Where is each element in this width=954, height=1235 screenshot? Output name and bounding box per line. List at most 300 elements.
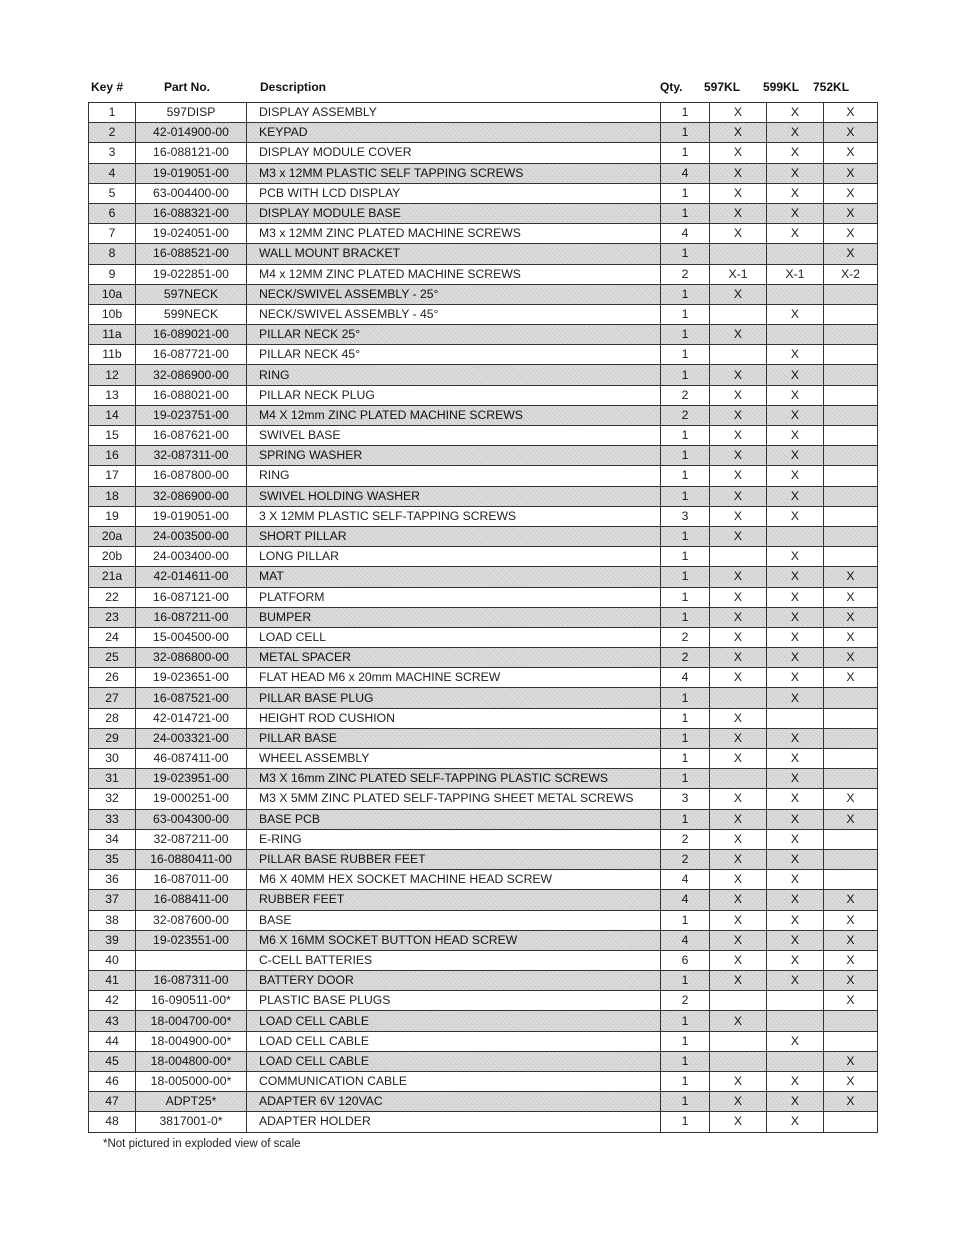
qty-cell: 2 — [661, 627, 710, 647]
description-cell: RING — [247, 365, 661, 385]
header-description: Description — [260, 80, 327, 94]
qty-cell: 1 — [661, 284, 710, 304]
description-cell: PCB WITH LCD DISPLAY — [247, 183, 661, 203]
model-599kl-cell: X — [767, 183, 824, 203]
model-752kl-cell — [824, 526, 878, 546]
part-number-cell: 32-086800-00 — [136, 648, 247, 668]
model-599kl-cell: X — [767, 950, 824, 970]
part-number-cell: 19-019051-00 — [136, 163, 247, 183]
key-cell: 11b — [89, 345, 136, 365]
description-cell: METAL SPACER — [247, 648, 661, 668]
model-599kl-cell: X — [767, 627, 824, 647]
key-cell: 1 — [89, 103, 136, 123]
model-752kl-cell: X — [824, 910, 878, 930]
model-752kl-cell: X — [824, 971, 878, 991]
model-599kl-cell: X — [767, 365, 824, 385]
qty-cell: 1 — [661, 607, 710, 627]
qty-cell: 4 — [661, 668, 710, 688]
part-number-cell: 16-087311-00 — [136, 971, 247, 991]
parts-table — [88, 102, 878, 1133]
model-599kl-cell: X — [767, 224, 824, 244]
table-row — [89, 930, 878, 950]
key-cell: 13 — [89, 385, 136, 405]
table-row — [89, 648, 878, 668]
key-cell: 33 — [89, 809, 136, 829]
key-cell: 26 — [89, 668, 136, 688]
model-597kl-cell: X — [710, 123, 767, 143]
model-752kl-cell — [824, 284, 878, 304]
model-752kl-cell — [824, 304, 878, 324]
description-cell: M3 X 5MM ZINC PLATED SELF-TAPPING SHEET METAL SCREWS — [247, 789, 661, 809]
model-752kl-cell: X — [824, 991, 878, 1011]
qty-cell: 1 — [661, 446, 710, 466]
qty-cell: 1 — [661, 103, 710, 123]
model-599kl-cell: X — [767, 910, 824, 930]
part-number-cell: 16-087721-00 — [136, 345, 247, 365]
qty-cell: 1 — [661, 567, 710, 587]
model-599kl-cell: X — [767, 728, 824, 748]
model-599kl-cell: X — [767, 849, 824, 869]
model-597kl-cell: X — [710, 446, 767, 466]
model-752kl-cell — [824, 325, 878, 345]
table-row — [89, 163, 878, 183]
qty-cell: 1 — [661, 123, 710, 143]
model-597kl-cell: X — [710, 749, 767, 769]
part-number-cell: 16-087211-00 — [136, 607, 247, 627]
key-cell: 24 — [89, 627, 136, 647]
description-cell: DISPLAY ASSEMBLY — [247, 103, 661, 123]
model-597kl-cell: X — [710, 426, 767, 446]
qty-cell: 1 — [661, 466, 710, 486]
key-cell: 29 — [89, 728, 136, 748]
qty-cell: 1 — [661, 587, 710, 607]
model-597kl-cell: X — [710, 870, 767, 890]
model-752kl-cell: X — [824, 627, 878, 647]
key-cell: 38 — [89, 910, 136, 930]
description-cell: LOAD CELL CABLE — [247, 1011, 661, 1031]
description-cell: LOAD CELL — [247, 627, 661, 647]
model-599kl-cell: X — [767, 1072, 824, 1092]
table-row — [89, 587, 878, 607]
part-number-cell: 3817001-0* — [136, 1112, 247, 1132]
table-row — [89, 668, 878, 688]
model-599kl-cell: X — [767, 446, 824, 466]
description-cell: 3 X 12MM PLASTIC SELF-TAPPING SCREWS — [247, 506, 661, 526]
model-599kl-cell — [767, 1051, 824, 1071]
footnote: *Not pictured in exploded view of scale — [103, 1138, 301, 1150]
model-599kl-cell: X — [767, 688, 824, 708]
qty-cell: 1 — [661, 143, 710, 163]
qty-cell: 1 — [661, 809, 710, 829]
model-752kl-cell — [824, 1031, 878, 1051]
description-cell: SPRING WASHER — [247, 446, 661, 466]
table-row — [89, 103, 878, 123]
model-752kl-cell — [824, 345, 878, 365]
model-752kl-cell: X — [824, 123, 878, 143]
model-752kl-cell: X — [824, 103, 878, 123]
model-752kl-cell: X — [824, 183, 878, 203]
table-row — [89, 1011, 878, 1031]
qty-cell: 2 — [661, 405, 710, 425]
qty-cell: 1 — [661, 769, 710, 789]
key-cell: 11a — [89, 325, 136, 345]
header-model-597kl: 597KL — [704, 80, 741, 94]
model-597kl-cell: X — [710, 930, 767, 950]
model-752kl-cell — [824, 1011, 878, 1031]
part-number-cell: 597NECK — [136, 284, 247, 304]
model-599kl-cell: X — [767, 607, 824, 627]
table-row — [89, 123, 878, 143]
model-599kl-cell — [767, 708, 824, 728]
model-599kl-cell: X — [767, 1092, 824, 1112]
model-597kl-cell: X — [710, 143, 767, 163]
part-number-cell: 16-089021-00 — [136, 325, 247, 345]
part-number-cell: 19-019051-00 — [136, 506, 247, 526]
model-599kl-cell: X — [767, 203, 824, 223]
qty-cell: 1 — [661, 1051, 710, 1071]
part-number-cell: 19-000251-00 — [136, 789, 247, 809]
table-row — [89, 627, 878, 647]
part-number-cell: 24-003321-00 — [136, 728, 247, 748]
key-cell: 6 — [89, 203, 136, 223]
description-cell: PILLAR NECK 45° — [247, 345, 661, 365]
part-number-cell: 32-086900-00 — [136, 365, 247, 385]
key-cell: 22 — [89, 587, 136, 607]
part-number-cell: 15-004500-00 — [136, 627, 247, 647]
model-599kl-cell: X — [767, 930, 824, 950]
model-597kl-cell — [710, 345, 767, 365]
parts-table-body — [89, 103, 878, 1133]
part-number-cell: 16-087121-00 — [136, 587, 247, 607]
key-cell: 42 — [89, 991, 136, 1011]
part-number-cell: 42-014721-00 — [136, 708, 247, 728]
table-header — [88, 80, 863, 98]
model-597kl-cell: X — [710, 668, 767, 688]
key-cell: 20a — [89, 526, 136, 546]
model-597kl-cell: X — [710, 950, 767, 970]
description-cell: NECK/SWIVEL ASSEMBLY - 25° — [247, 284, 661, 304]
part-number-cell: 32-087600-00 — [136, 910, 247, 930]
table-row — [89, 1092, 878, 1112]
model-599kl-cell: X — [767, 405, 824, 425]
model-599kl-cell: X — [767, 890, 824, 910]
model-752kl-cell — [824, 547, 878, 567]
key-cell: 34 — [89, 829, 136, 849]
model-752kl-cell — [824, 849, 878, 869]
part-number-cell: ADPT25* — [136, 1092, 247, 1112]
table-row — [89, 870, 878, 890]
description-cell: HEIGHT ROD CUSHION — [247, 708, 661, 728]
qty-cell: 1 — [661, 910, 710, 930]
model-597kl-cell — [710, 1051, 767, 1071]
description-cell: SHORT PILLAR — [247, 526, 661, 546]
model-599kl-cell: X — [767, 1031, 824, 1051]
model-752kl-cell — [824, 365, 878, 385]
qty-cell: 6 — [661, 950, 710, 970]
qty-cell: 3 — [661, 789, 710, 809]
qty-cell: 4 — [661, 870, 710, 890]
model-597kl-cell: X — [710, 1011, 767, 1031]
model-599kl-cell: X-1 — [767, 264, 824, 284]
key-cell: 4 — [89, 163, 136, 183]
key-cell: 2 — [89, 123, 136, 143]
description-cell: PLASTIC BASE PLUGS — [247, 991, 661, 1011]
table-row — [89, 203, 878, 223]
model-599kl-cell — [767, 991, 824, 1011]
key-cell: 8 — [89, 244, 136, 264]
qty-cell: 1 — [661, 1092, 710, 1112]
key-cell: 27 — [89, 688, 136, 708]
key-cell: 21a — [89, 567, 136, 587]
model-597kl-cell — [710, 244, 767, 264]
description-cell: M3 x 12MM PLASTIC SELF TAPPING SCREWS — [247, 163, 661, 183]
part-number-cell: 32-086900-00 — [136, 486, 247, 506]
qty-cell: 1 — [661, 1112, 710, 1132]
qty-cell: 2 — [661, 991, 710, 1011]
model-752kl-cell — [824, 688, 878, 708]
qty-cell: 1 — [661, 749, 710, 769]
table-row — [89, 789, 878, 809]
model-597kl-cell: X — [710, 183, 767, 203]
description-cell: FLAT HEAD M6 x 20mm MACHINE SCREW — [247, 668, 661, 688]
table-row — [89, 446, 878, 466]
table-row — [89, 769, 878, 789]
model-752kl-cell — [824, 466, 878, 486]
model-597kl-cell: X — [710, 728, 767, 748]
table-row — [89, 547, 878, 567]
description-cell: DISPLAY MODULE BASE — [247, 203, 661, 223]
model-597kl-cell: X-1 — [710, 264, 767, 284]
part-number-cell: 16-088521-00 — [136, 244, 247, 264]
model-599kl-cell: X — [767, 749, 824, 769]
model-597kl-cell: X — [710, 829, 767, 849]
model-597kl-cell: X — [710, 284, 767, 304]
qty-cell: 2 — [661, 829, 710, 849]
model-752kl-cell: X — [824, 224, 878, 244]
qty-cell: 1 — [661, 547, 710, 567]
qty-cell: 1 — [661, 486, 710, 506]
model-599kl-cell — [767, 1011, 824, 1031]
description-cell: RING — [247, 466, 661, 486]
part-number-cell: 599NECK — [136, 304, 247, 324]
part-number-cell: 16-088411-00 — [136, 890, 247, 910]
model-752kl-cell — [824, 749, 878, 769]
description-cell: M4 X 12mm ZINC PLATED MACHINE SCREWS — [247, 405, 661, 425]
part-number-cell: 19-024051-00 — [136, 224, 247, 244]
description-cell: PLATFORM — [247, 587, 661, 607]
table-row — [89, 325, 878, 345]
qty-cell: 2 — [661, 648, 710, 668]
description-cell: PILLAR BASE PLUG — [247, 688, 661, 708]
model-752kl-cell — [824, 870, 878, 890]
model-599kl-cell: X — [767, 345, 824, 365]
qty-cell: 1 — [661, 203, 710, 223]
description-cell: COMMUNICATION CABLE — [247, 1072, 661, 1092]
part-number-cell: 18-004800-00* — [136, 1051, 247, 1071]
model-597kl-cell: X — [710, 910, 767, 930]
model-599kl-cell: X — [767, 668, 824, 688]
model-599kl-cell — [767, 244, 824, 264]
description-cell: M4 x 12MM ZINC PLATED MACHINE SCREWS — [247, 264, 661, 284]
table-row — [89, 971, 878, 991]
model-752kl-cell — [824, 426, 878, 446]
key-cell: 19 — [89, 506, 136, 526]
part-number-cell: 18-005000-00* — [136, 1072, 247, 1092]
model-752kl-cell: X — [824, 607, 878, 627]
key-cell: 17 — [89, 466, 136, 486]
model-597kl-cell: X — [710, 325, 767, 345]
table-row — [89, 728, 878, 748]
description-cell: DISPLAY MODULE COVER — [247, 143, 661, 163]
key-cell: 44 — [89, 1031, 136, 1051]
model-599kl-cell — [767, 526, 824, 546]
key-cell: 12 — [89, 365, 136, 385]
model-599kl-cell — [767, 325, 824, 345]
qty-cell: 1 — [661, 325, 710, 345]
qty-cell: 1 — [661, 526, 710, 546]
key-cell: 20b — [89, 547, 136, 567]
qty-cell: 1 — [661, 183, 710, 203]
model-599kl-cell: X — [767, 103, 824, 123]
table-row — [89, 749, 878, 769]
description-cell: MAT — [247, 567, 661, 587]
header-qty: Qty. — [660, 80, 683, 94]
model-597kl-cell: X — [710, 648, 767, 668]
model-599kl-cell: X — [767, 789, 824, 809]
model-599kl-cell: X — [767, 829, 824, 849]
qty-cell: 3 — [661, 506, 710, 526]
qty-cell: 1 — [661, 426, 710, 446]
model-597kl-cell: X — [710, 466, 767, 486]
description-cell: WALL MOUNT BRACKET — [247, 244, 661, 264]
header-model-599kl: 599KL — [763, 80, 800, 94]
part-number-cell: 16-0880411-00 — [136, 849, 247, 869]
description-cell: SWIVEL BASE — [247, 426, 661, 446]
table-row — [89, 708, 878, 728]
part-number-cell: 19-023551-00 — [136, 930, 247, 950]
description-cell: M6 X 40MM HEX SOCKET MACHINE HEAD SCREW — [247, 870, 661, 890]
part-number-cell: 63-004400-00 — [136, 183, 247, 203]
model-752kl-cell: X — [824, 648, 878, 668]
description-cell: LOAD CELL CABLE — [247, 1051, 661, 1071]
qty-cell: 1 — [661, 688, 710, 708]
model-597kl-cell: X — [710, 627, 767, 647]
part-number-cell: 42-014900-00 — [136, 123, 247, 143]
table-row — [89, 526, 878, 546]
table-row — [89, 910, 878, 930]
model-599kl-cell: X — [767, 809, 824, 829]
model-752kl-cell: X — [824, 203, 878, 223]
description-cell: BASE — [247, 910, 661, 930]
model-752kl-cell — [824, 385, 878, 405]
key-cell: 30 — [89, 749, 136, 769]
qty-cell: 1 — [661, 1031, 710, 1051]
model-597kl-cell: X — [710, 1112, 767, 1132]
model-599kl-cell: X — [767, 567, 824, 587]
model-752kl-cell: X — [824, 587, 878, 607]
table-row — [89, 143, 878, 163]
description-cell: ADAPTER HOLDER — [247, 1112, 661, 1132]
table-row — [89, 405, 878, 425]
part-number-cell: 19-023951-00 — [136, 769, 247, 789]
key-cell: 25 — [89, 648, 136, 668]
table-row — [89, 486, 878, 506]
model-597kl-cell — [710, 1031, 767, 1051]
qty-cell: 4 — [661, 224, 710, 244]
description-cell: NECK/SWIVEL ASSEMBLY - 45° — [247, 304, 661, 324]
model-599kl-cell: X — [767, 385, 824, 405]
model-752kl-cell: X — [824, 1092, 878, 1112]
qty-cell: 4 — [661, 930, 710, 950]
table-row — [89, 183, 878, 203]
model-597kl-cell: X — [710, 607, 767, 627]
header-model-752kl: 752KL — [813, 80, 850, 94]
table-row — [89, 345, 878, 365]
model-752kl-cell — [824, 769, 878, 789]
table-row — [89, 688, 878, 708]
part-number-cell: 24-003400-00 — [136, 547, 247, 567]
model-597kl-cell: X — [710, 587, 767, 607]
model-599kl-cell: X — [767, 587, 824, 607]
key-cell: 18 — [89, 486, 136, 506]
key-cell: 47 — [89, 1092, 136, 1112]
model-752kl-cell: X — [824, 668, 878, 688]
table-row — [89, 304, 878, 324]
model-597kl-cell: X — [710, 385, 767, 405]
model-597kl-cell: X — [710, 789, 767, 809]
description-cell: RUBBER FEET — [247, 890, 661, 910]
model-599kl-cell: X — [767, 426, 824, 446]
model-752kl-cell: X-2 — [824, 264, 878, 284]
model-597kl-cell — [710, 688, 767, 708]
key-cell: 7 — [89, 224, 136, 244]
key-cell: 28 — [89, 708, 136, 728]
model-599kl-cell: X — [767, 143, 824, 163]
model-597kl-cell: X — [710, 1072, 767, 1092]
key-cell: 41 — [89, 971, 136, 991]
qty-cell: 2 — [661, 385, 710, 405]
key-cell: 43 — [89, 1011, 136, 1031]
key-cell: 31 — [89, 769, 136, 789]
model-752kl-cell — [824, 728, 878, 748]
model-752kl-cell: X — [824, 1072, 878, 1092]
table-row — [89, 567, 878, 587]
key-cell: 9 — [89, 264, 136, 284]
model-599kl-cell — [767, 284, 824, 304]
table-row — [89, 1031, 878, 1051]
model-597kl-cell: X — [710, 809, 767, 829]
description-cell: PILLAR NECK 25° — [247, 325, 661, 345]
table-row — [89, 264, 878, 284]
part-number-cell: 18-004900-00* — [136, 1031, 247, 1051]
description-cell: BATTERY DOOR — [247, 971, 661, 991]
part-number-cell: 32-087311-00 — [136, 446, 247, 466]
model-597kl-cell: X — [710, 708, 767, 728]
model-752kl-cell — [824, 708, 878, 728]
model-752kl-cell — [824, 1112, 878, 1132]
table-row — [89, 809, 878, 829]
description-cell: PILLAR BASE RUBBER FEET — [247, 849, 661, 869]
table-row — [89, 385, 878, 405]
model-599kl-cell: X — [767, 769, 824, 789]
model-599kl-cell: X — [767, 971, 824, 991]
key-cell: 10a — [89, 284, 136, 304]
model-599kl-cell: X — [767, 547, 824, 567]
model-752kl-cell: X — [824, 930, 878, 950]
model-597kl-cell: X — [710, 405, 767, 425]
part-number-cell: 16-090511-00* — [136, 991, 247, 1011]
key-cell: 32 — [89, 789, 136, 809]
